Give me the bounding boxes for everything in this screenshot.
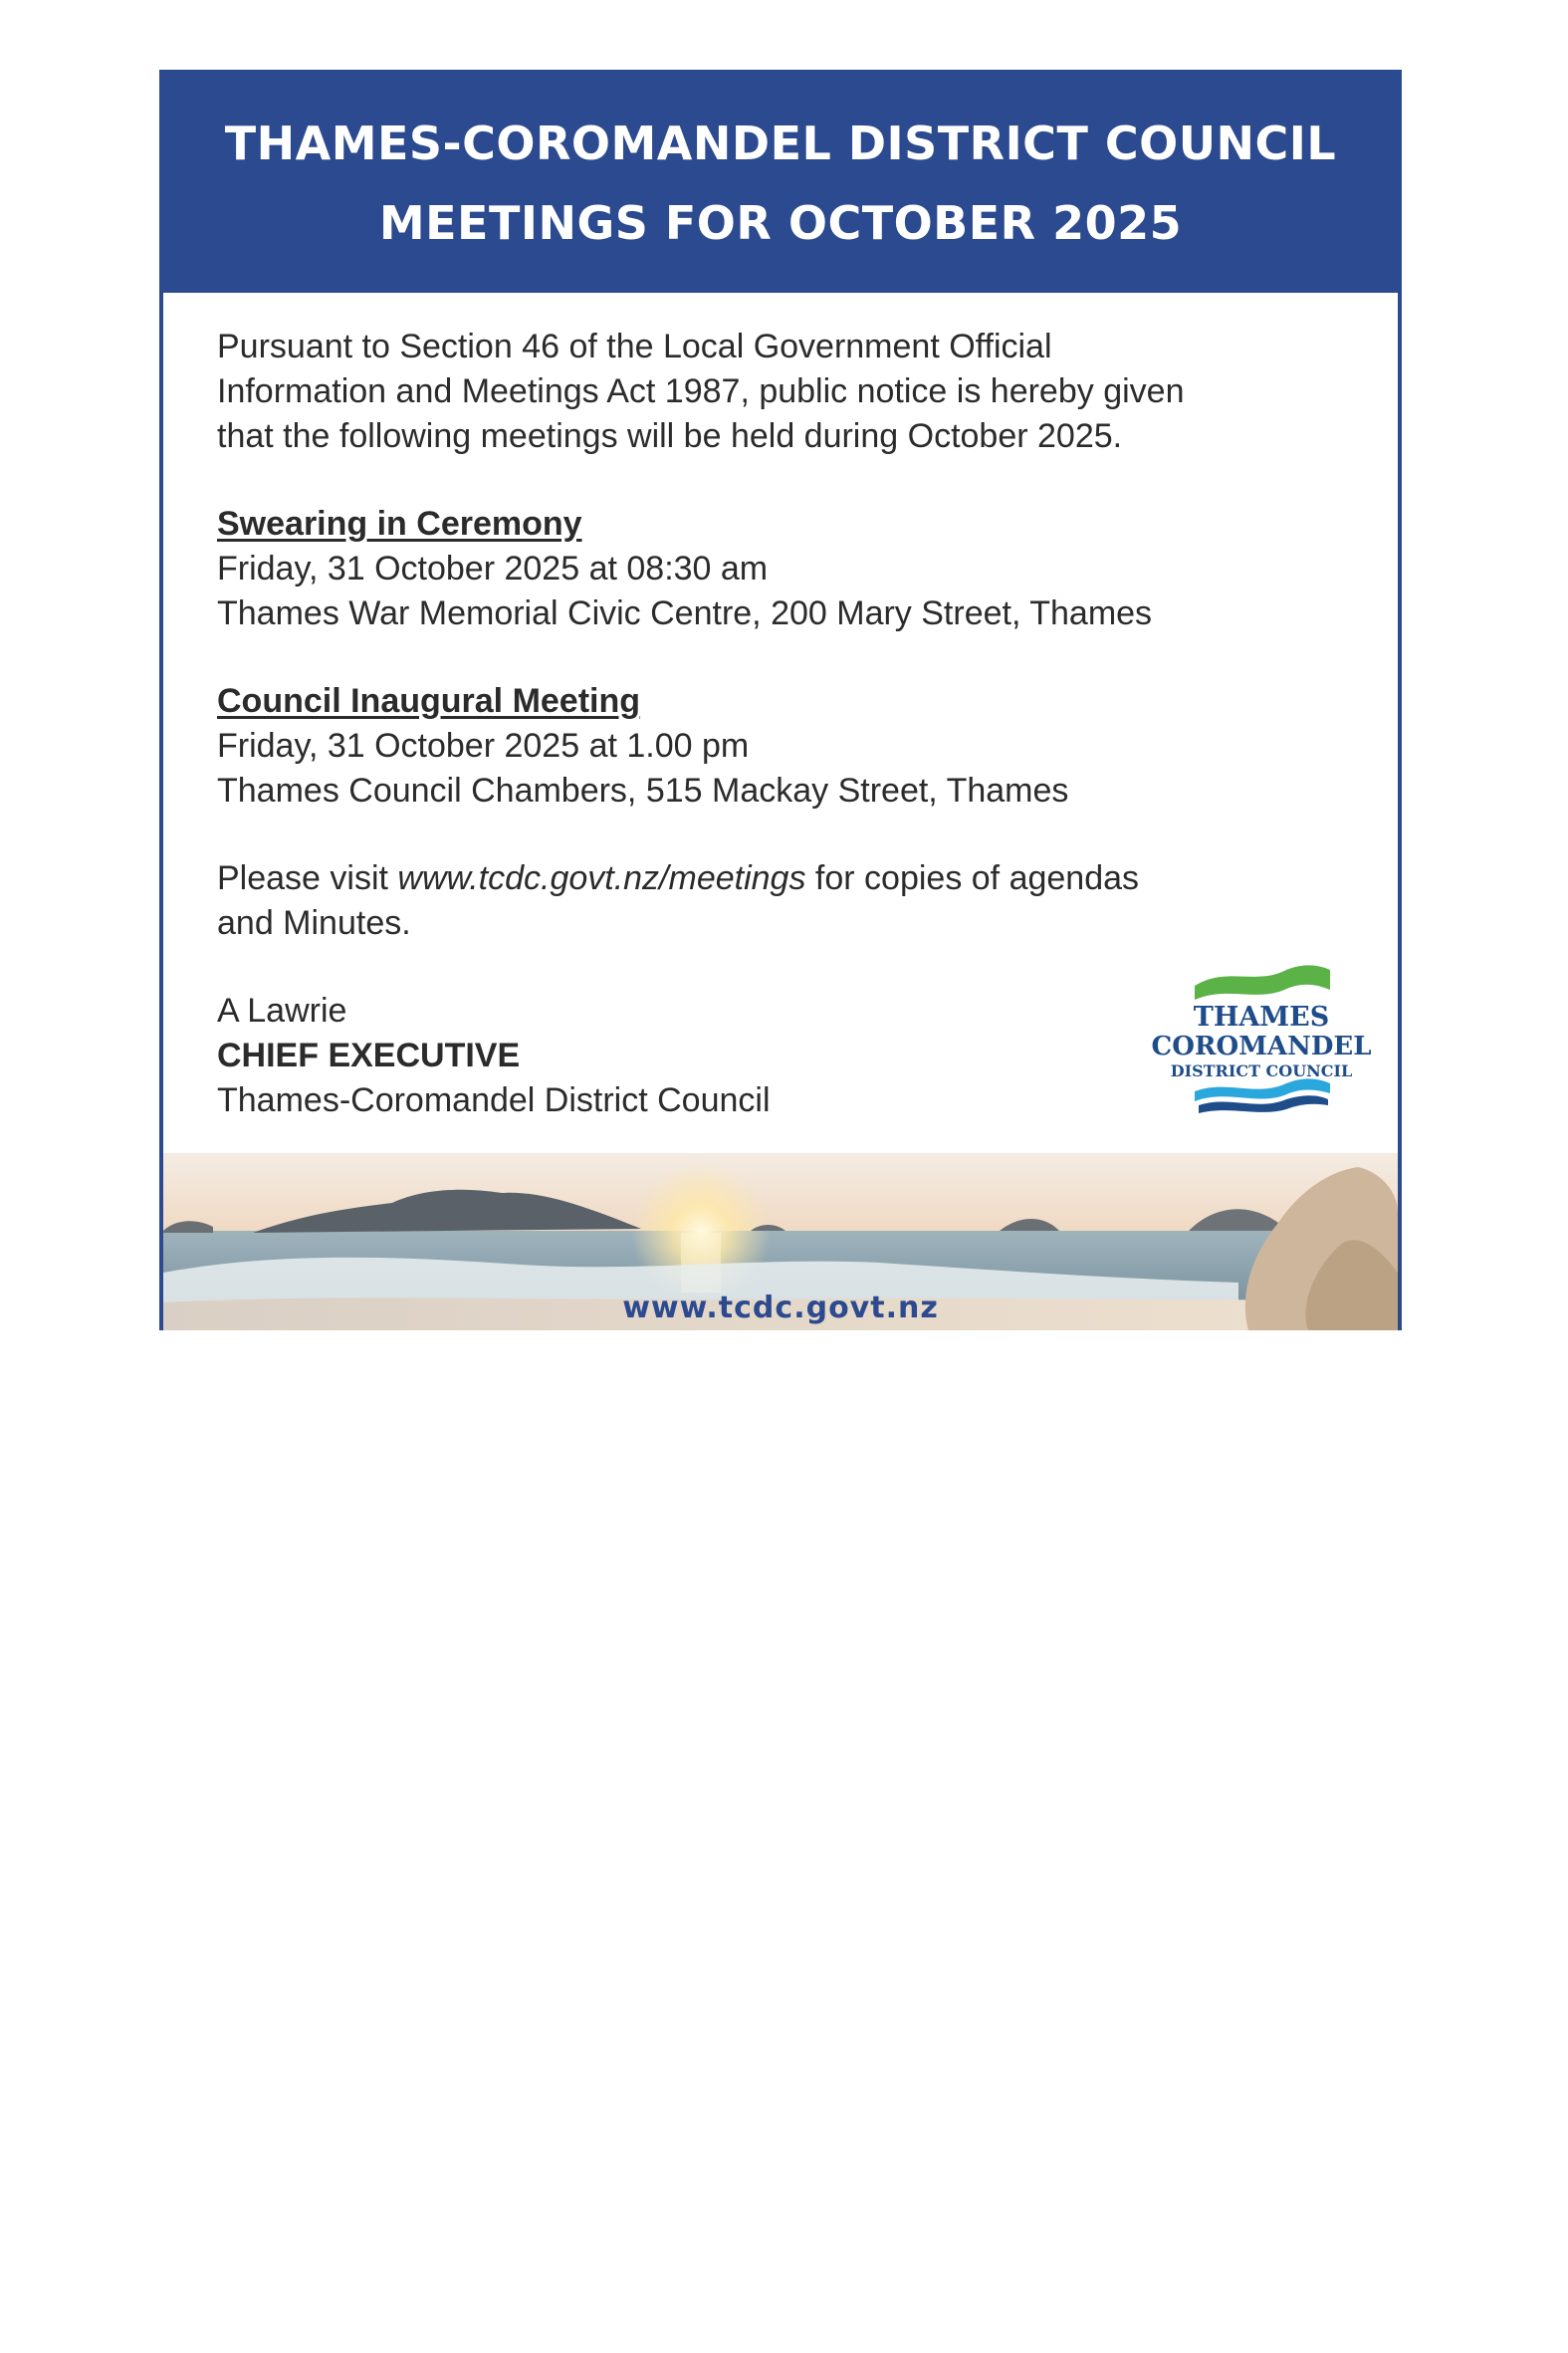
meeting-title: Council Inaugural Meeting: [217, 682, 641, 720]
visit-paragraph: [217, 856, 1358, 946]
logo-text-line-3: DISTRICT COUNCIL: [1170, 1061, 1353, 1080]
meeting-datetime: Friday, 31 October 2025 at 1.00 pm: [217, 727, 750, 765]
council-logo: [1147, 956, 1376, 1115]
meeting-venue: Thames Council Chambers, 515 Mackay Street, Thames: [217, 772, 1069, 810]
public-notice: [159, 70, 1402, 1330]
signatory-title: CHIEF EXECUTIVE: [217, 1037, 521, 1074]
logo-text-line-2: COROMANDEL: [1151, 1032, 1372, 1061]
intro-line-1: Pursuant to Section 46 of the Local Government Official: [217, 328, 1052, 365]
visit-prefix: Please visit: [217, 859, 398, 897]
meeting-title: Swearing in Ceremony: [217, 505, 582, 543]
intro-paragraph: [217, 325, 1358, 459]
meeting-datetime: Friday, 31 October 2025 at 08:30 am: [217, 550, 769, 588]
banner-title-line-1: THAMES-COROMANDEL DISTRICT COUNCIL: [224, 117, 1337, 170]
intro-line-2: Information and Meetings Act 1987, public notice is hereby given: [217, 372, 1185, 410]
footer-website-link[interactable]: www.tcdc.govt.nz: [622, 1291, 939, 1325]
signatory-organisation: Thames-Coromandel District Council: [217, 1081, 771, 1119]
logo-text-line-1: THAMES: [1193, 1002, 1330, 1033]
meeting-swearing-in: [217, 502, 1358, 636]
intro-line-3: that the following meetings will be held during October 2025.: [217, 417, 1123, 455]
meeting-venue: Thames War Memorial Civic Centre, 200 Mary Street, Thames: [217, 594, 1153, 632]
visit-suffix: for copies of agendas: [805, 859, 1140, 897]
meeting-inaugural: [217, 679, 1358, 814]
meetings-link[interactable]: www.tcdc.govt.nz/meetings: [397, 859, 806, 897]
signatory-name: A Lawrie: [217, 992, 347, 1030]
visit-line-2: and Minutes.: [217, 904, 411, 942]
notice-banner: [163, 74, 1398, 293]
banner-title-line-2: MEETINGS FOR OCTOBER 2025: [378, 196, 1183, 250]
